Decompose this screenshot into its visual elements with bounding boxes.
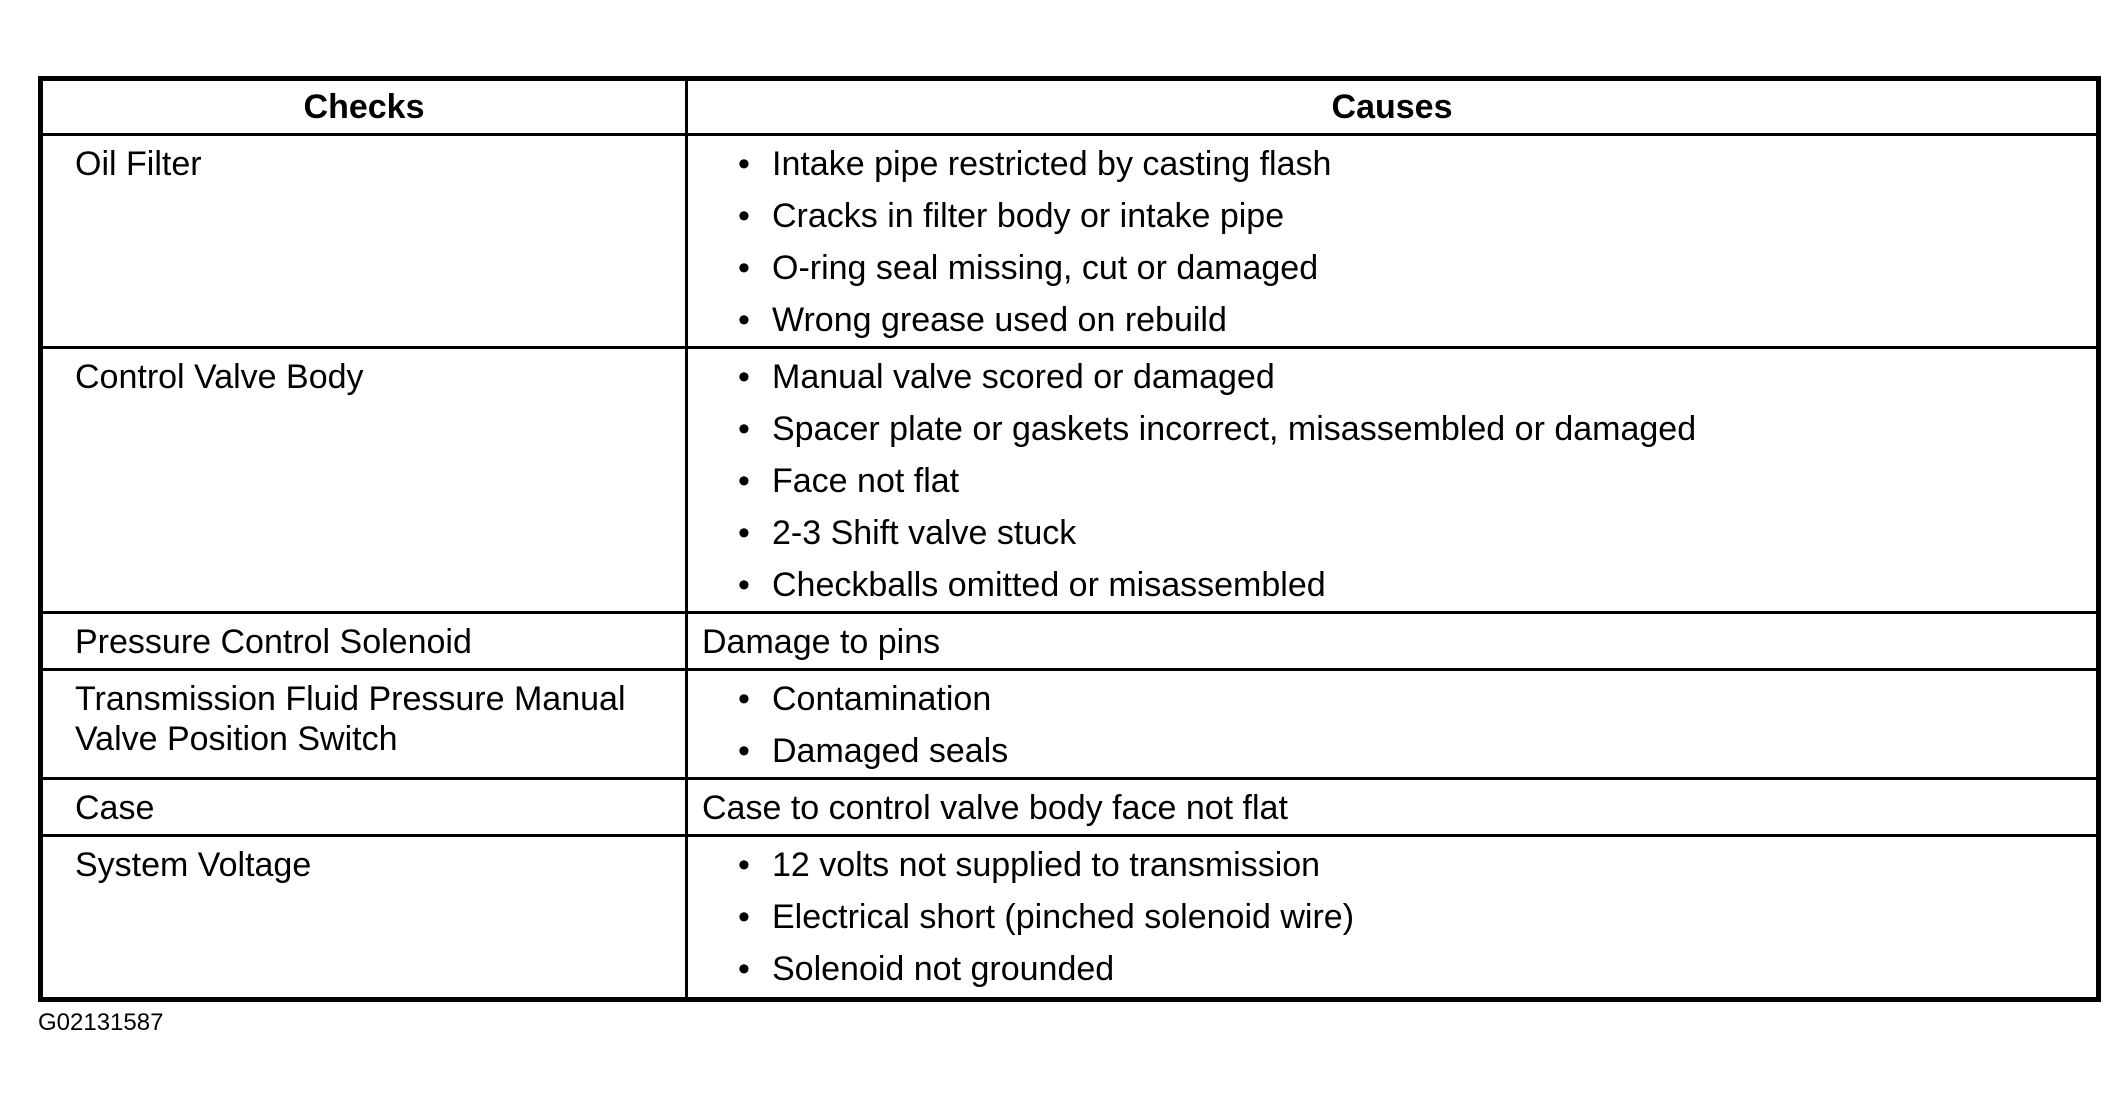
table-row [41,135,2099,348]
checks-causes-table [38,76,2101,1002]
cause-list [738,138,2096,346]
table-header-row [41,79,2099,135]
cause-list [738,839,2096,995]
cause-item: • Damaged seals [738,725,2096,777]
causes-column-header: Causes [687,79,2099,135]
cause-item: • O-ring seal missing, cut or damaged [738,242,2096,294]
cause-item: • 12 volts not supplied to transmission [738,839,2096,891]
checks-column-header: Checks [41,79,687,135]
cause-list [738,673,2096,777]
cause-item: • Solenoid not grounded [738,943,2096,995]
causes-cell [687,836,2099,1000]
check-cell: Control Valve Body [41,348,687,613]
check-cell: Transmission Fluid Pressure Manual Valve Position Switch [41,670,687,779]
table-row [41,613,2099,670]
figure-id: G02131587 [38,1009,164,1036]
cause-item: • Face not flat [738,455,2096,507]
causes-cell [687,135,2099,348]
cause-item: • 2-3 Shift valve stuck [738,507,2096,559]
causes-cell [687,670,2099,779]
table-row [41,670,2099,779]
table-row [41,836,2099,1000]
cause-item: • Cracks in filter body or intake pipe [738,190,2096,242]
causes-cell [687,348,2099,613]
cause-item: • Electrical short (pinched solenoid wire) [738,891,2096,943]
cause-list [738,351,2096,611]
cause-item: • Checkballs omitted or misassembled [738,559,2096,611]
cause-item: • Intake pipe restricted by casting flash [738,138,2096,190]
check-cell: System Voltage [41,836,687,1000]
cause-item: • Manual valve scored or damaged [738,351,2096,403]
cause-item: • Wrong grease used on rebuild [738,294,2096,346]
check-cell: Pressure Control Solenoid [41,613,687,670]
check-cell: Oil Filter [41,135,687,348]
cause-item: • Spacer plate or gaskets incorrect, misassembled or damaged [738,403,2096,455]
table-row [41,779,2099,836]
causes-cell: Damage to pins [687,613,2099,670]
table-row [41,348,2099,613]
causes-cell: Case to control valve body face not flat [687,779,2099,836]
cause-item: • Contamination [738,673,2096,725]
check-cell: Case [41,779,687,836]
